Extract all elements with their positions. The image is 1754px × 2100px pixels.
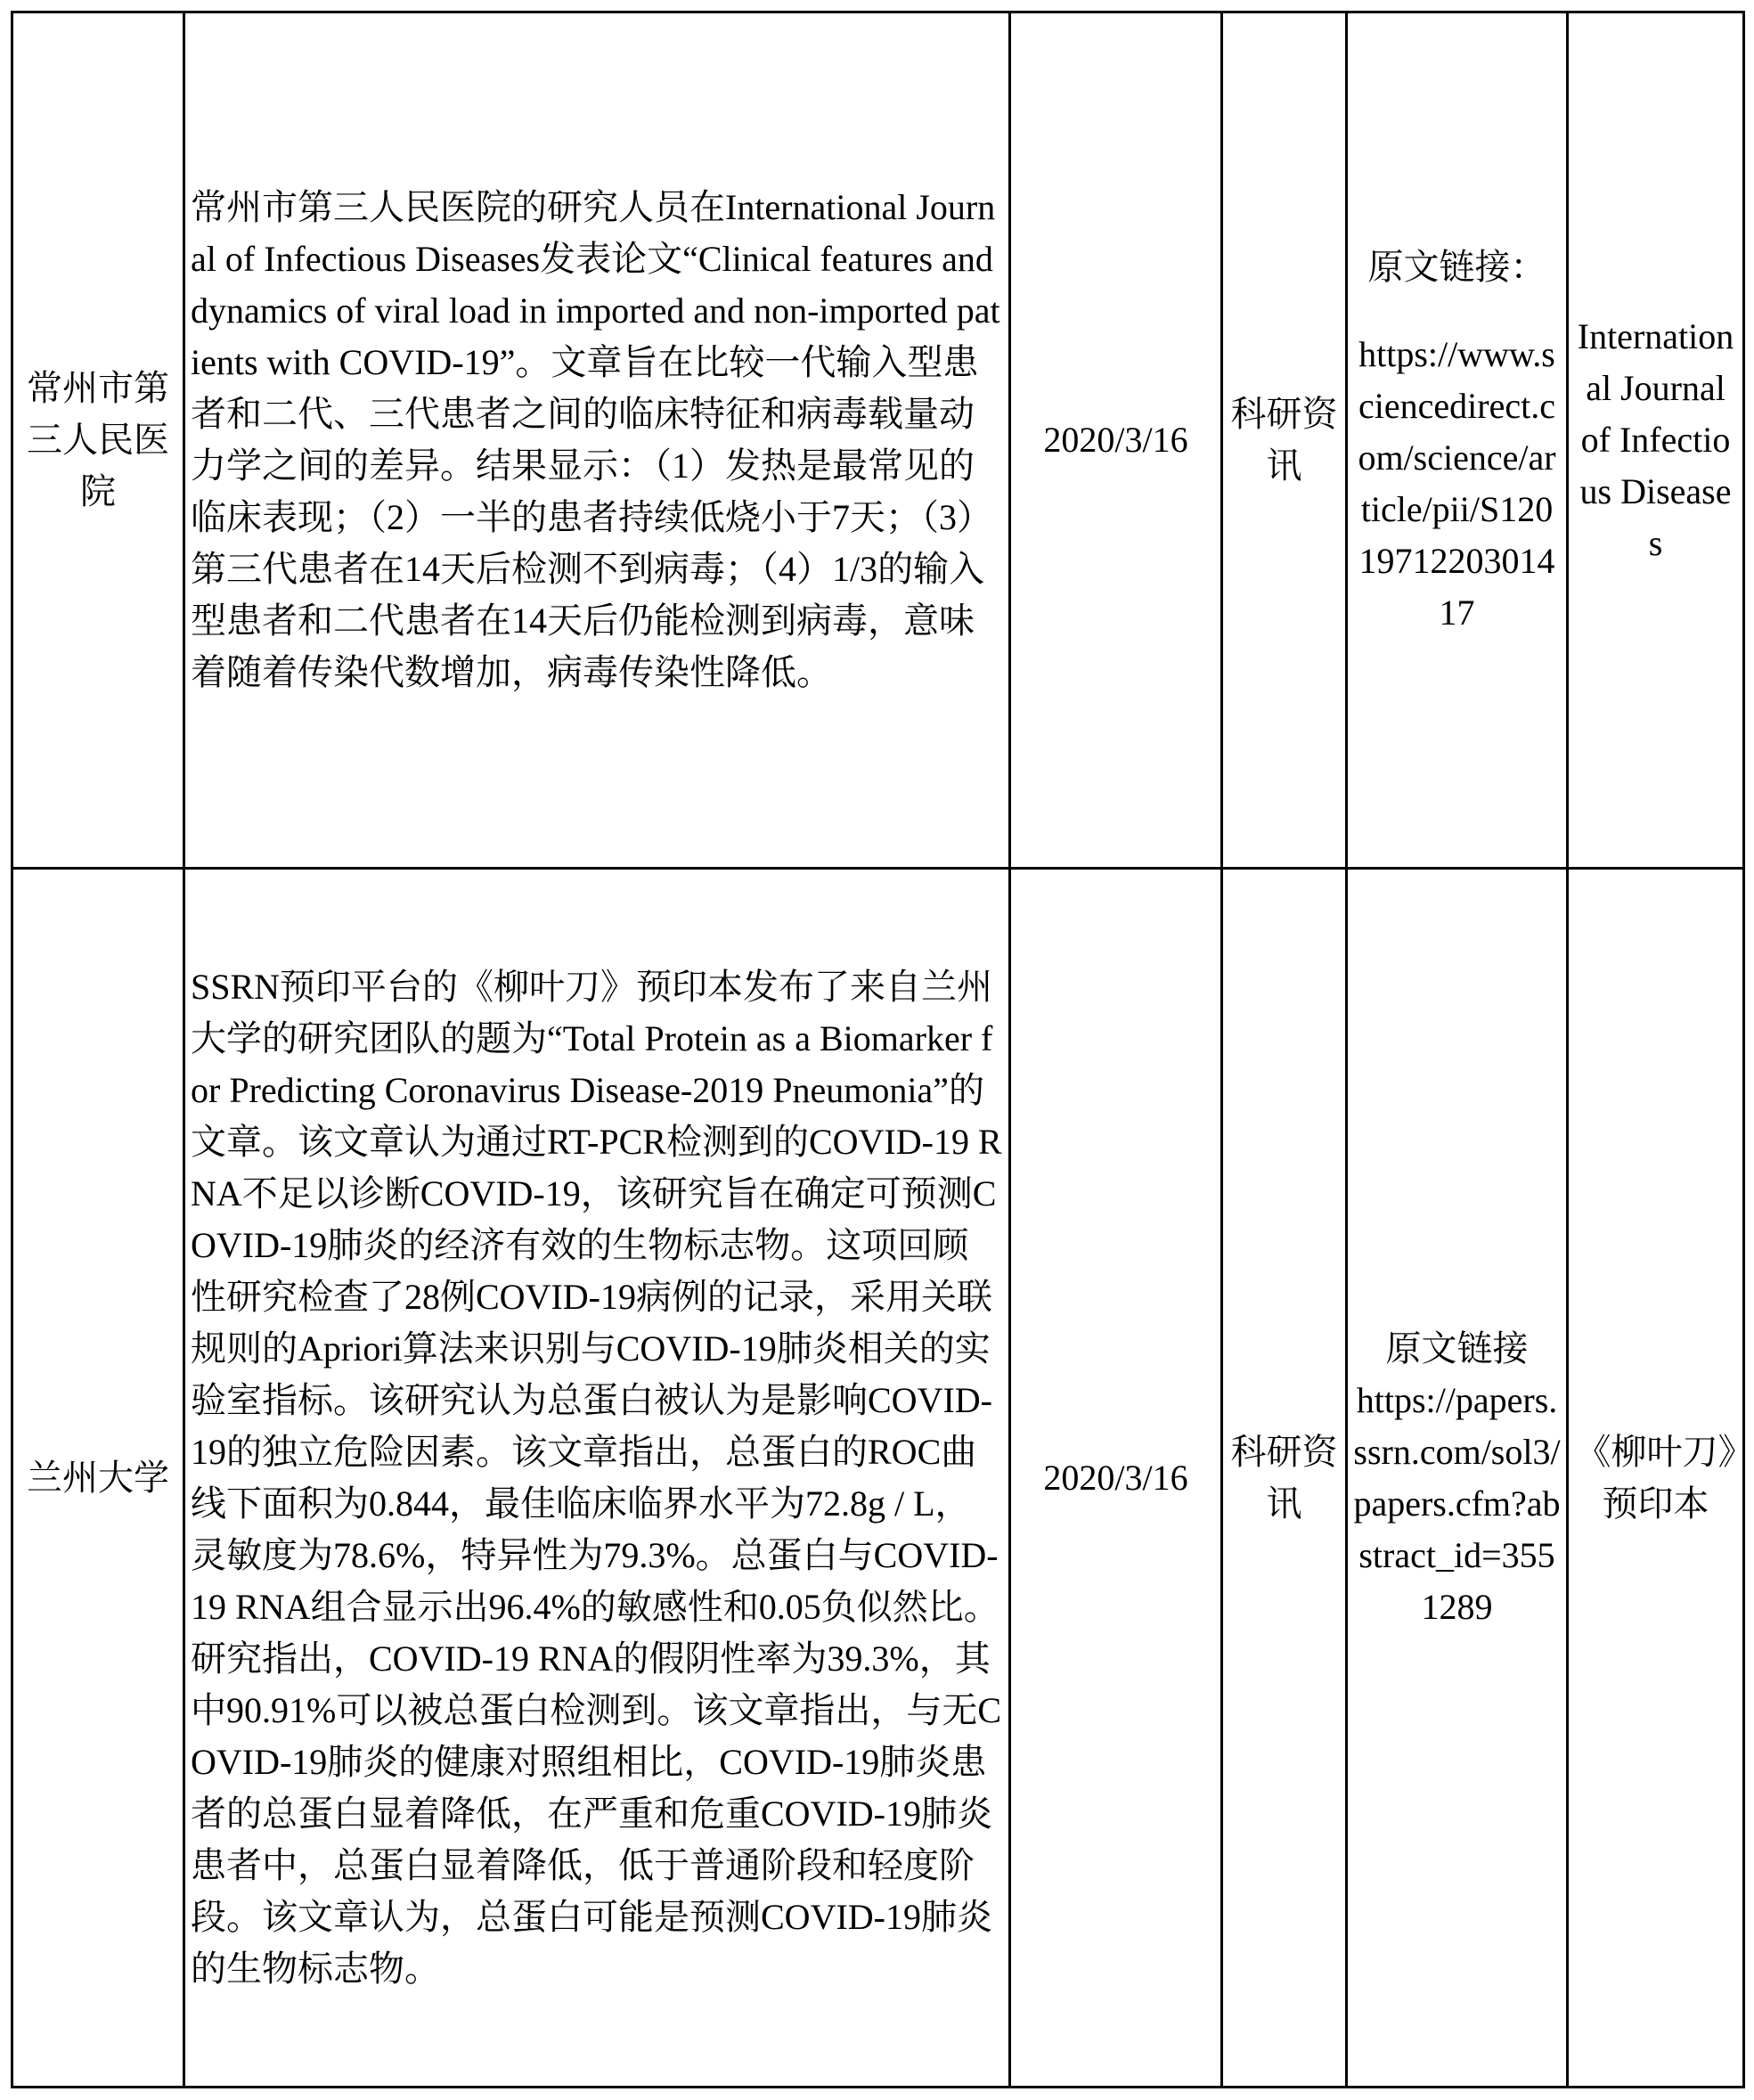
summary-cell: 常州市第三人民医院的研究人员在International Journal of Infectious Diseases发表论文“Clinical features and dynamics of viral load in imported and non-imported patients with COVID-19”。文章旨在比较一代输入型患者和二代、三代患者之间的临床特征和病毒载量动力学之间的差异。结果显示：（1）发热是最常见的临床表现；（2）一半的患者持续低烧小于7天；（3）第三代患者在14天后检测不到病毒；（4）1/3的输入型患者和二代患者在14天后仍能检测到病毒，意味着随着传染代数增加，病毒传染性降低。 (184, 12, 1010, 869)
date-cell: 2020/3/16 (1010, 12, 1222, 869)
link-cell (1347, 869, 1568, 2088)
news-table (11, 11, 1745, 2088)
link-label: 原文链接： (1367, 247, 1546, 287)
link-cell (1347, 12, 1568, 869)
source-link[interactable]: https://papers.ssrn.com/sol3/papers.cfm?abstract_id=3551289 (1353, 1379, 1561, 1627)
table-row (12, 869, 1744, 2088)
summary-cell: SSRN预印平台的《柳叶刀》预印本发布了来自兰州大学的研究团队的题为“Total Protein as a Biomarker for Predicting Coronavirus Disease-2019 Pneumonia”的文章。该文章认为通过RT-PCR检测到的COVID-19 RNA不足以诊断COVID-19，该研究旨在确定可预测COVID-19肺炎的经济有效的生物标志物。这项回顾性研究检查了28例COVID-19病例的记录，采用关联规则的Apriori算法来识别与COVID-19肺炎相关的实验室指标。该研究认为总蛋白被认为是影响COVID-19的独立危险因素。该文章指出，总蛋白的ROC曲线下面积为0.844，最佳临床临界水平为72.8g / L，灵敏度为78.6%，特异性为79.3%。总蛋白与COVID-19 RNA组合显示出96.4%的敏感性和0.05负似然比。研究指出，COVID-19 RNA的假阴性率为39.3%，其中90.91%可以被总蛋白检测到。该文章指出，与无COVID-19肺炎的健康对照组相比，COVID-19肺炎患者的总蛋白显着降低，在严重和危重COVID-19肺炎患者中，总蛋白显着降低，低于普通阶段和轻度阶段。该文章认为，总蛋白可能是预测COVID-19肺炎的生物标志物。 (184, 869, 1010, 2088)
category-cell: 科研资讯 (1222, 869, 1347, 2088)
table-row (12, 12, 1744, 869)
category-cell: 科研资讯 (1222, 12, 1347, 869)
source-link[interactable]: https://www.sciencedirect.com/science/article/pii/S1201971220301417 (1358, 334, 1556, 633)
organization-cell: 常州市第三人民医院 (12, 12, 184, 869)
date-cell: 2020/3/16 (1010, 869, 1222, 2088)
source-cell: 《柳叶刀》预印本 (1568, 869, 1744, 2088)
link-label: 原文链接 (1385, 1328, 1529, 1369)
organization-cell: 兰州大学 (12, 869, 184, 2088)
source-cell: International Journal of Infectious Diseases (1568, 12, 1744, 869)
